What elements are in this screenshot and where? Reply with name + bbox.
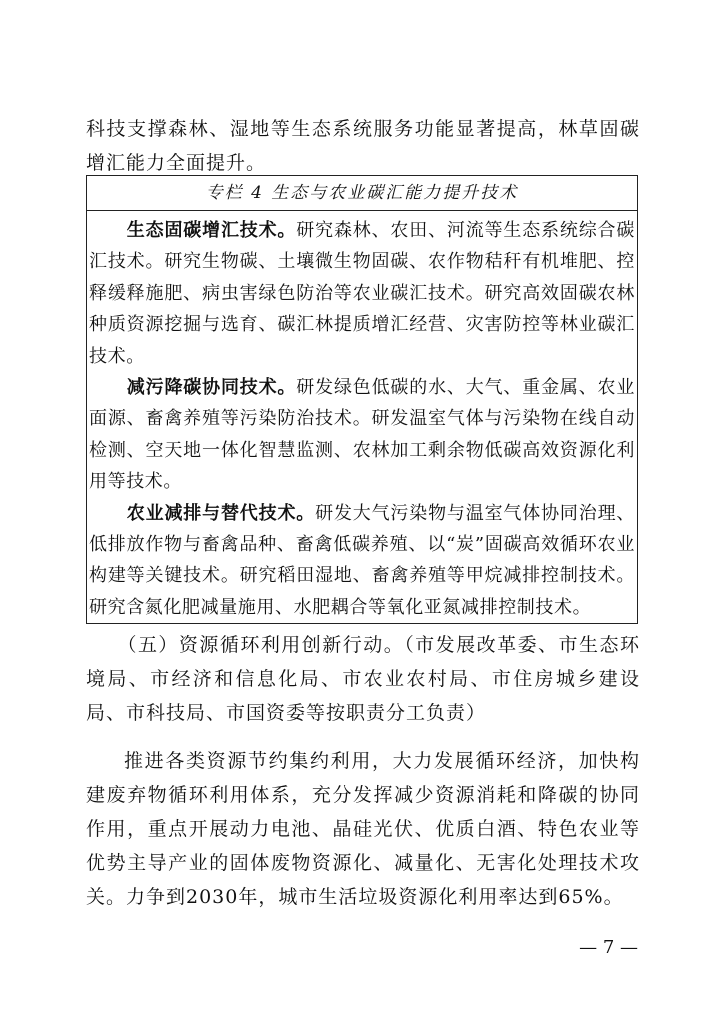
box-item-lead: 减污降碳协同技术。 — [126, 377, 297, 399]
special-column-box — [86, 175, 638, 624]
box-item-lead: 生态固碳增汇技术。 — [126, 220, 297, 241]
box-item — [89, 215, 635, 372]
section-heading: （五）资源循环利用创新行动。 — [126, 634, 405, 656]
box-item-text: 研发绿色低碳的水、大气、重金属、农业面源、畜禽养殖等污染防治技术。研发温室气体与污染物在线自动检测、空天地一体化智慧监测、农林加工剩余物低碳高效资源化利用等技术。 — [89, 377, 635, 493]
box-body — [87, 211, 637, 623]
box-item-text: 研发大气污染物与温室气体协同治理、低排放作物与畜禽品种、畜禽低碳养殖、以“炭”固碳高效循环农业构建等关键技术。研究稻田湿地、畜禽养殖等甲烷减排控制技术。研究含氮化肥减量施用、水肥耦合等氧化亚氮减排控制技术。 — [89, 502, 635, 618]
box-title: 专栏 4 生态与农业碳汇能力提升技术 — [87, 176, 637, 211]
body-paragraph: 推进各类资源节约集约利用，大力发展循环经济，加快构建废弃物循环利用体系，充分发挥减少资源消耗和降碳的协同作用，重点开展动力电池、晶硅光伏、优质白酒、特色农业等优势主导产业的固体废物资源化、减量化、无害化处理技术攻关。力争到2030年，城市生活垃圾资源化利用率达到65%。 — [86, 750, 640, 908]
box-item-text: 研究森林、农田、河流等生态系统综合碳汇技术。研究生物碳、土壤微生物固碳、农作物秸秆有机堆肥、控释缓释施肥、病虫害绿色防治等农业碳汇技术。研究高效固碳农林种质资源挖掘与选育、碳汇林提质增汇经营、灾害防控等林业碳汇技术。 — [89, 220, 635, 367]
responsible-units: （市发展改革委、市生态环境局、市经济和信息化局、市农业农村局、市住房城乡建设局、市科技局、市国资委等按职责分工负责） — [86, 634, 640, 724]
box-item-lead: 农业减排与替代技术。 — [126, 502, 316, 524]
intro-paragraph: 科技支撑森林、湿地等生态系统服务功能显著提高，林草固碳增汇能力全面提升。 — [86, 118, 640, 174]
page-number: — 7 — — [579, 937, 638, 958]
box-item — [89, 498, 635, 624]
box-item — [89, 372, 635, 498]
section-five-paragraph — [86, 628, 640, 730]
